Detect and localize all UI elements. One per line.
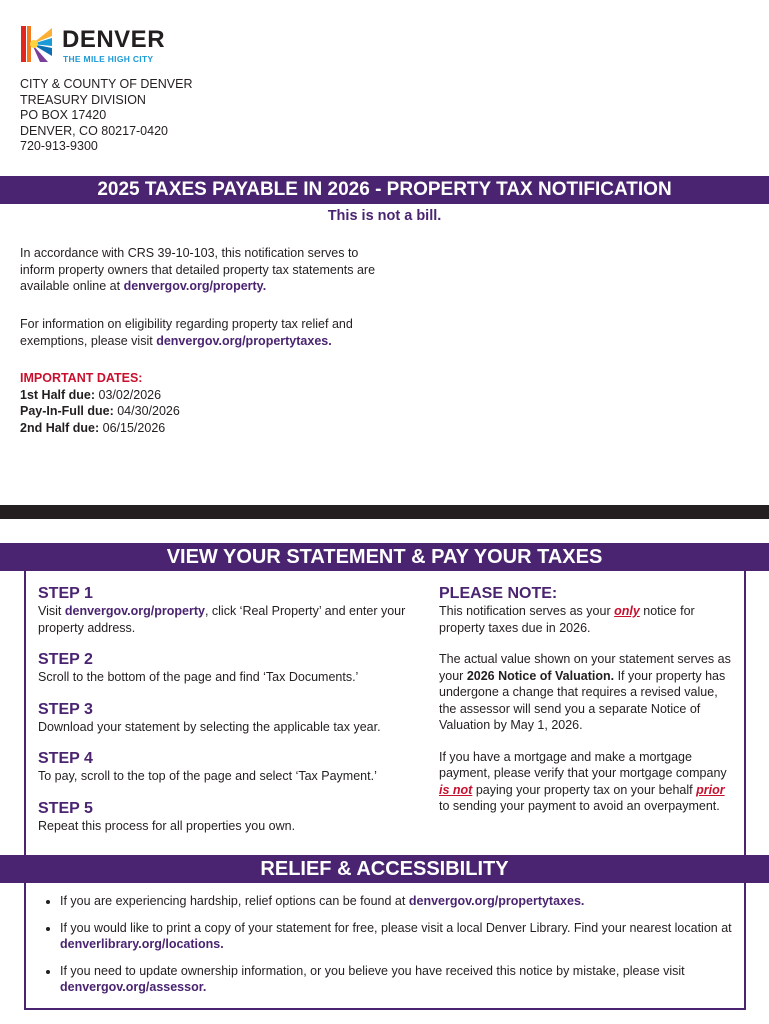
- prior-emphasis: prior: [696, 782, 725, 797]
- denver-sun-logo-icon: [20, 24, 54, 64]
- date-value: 06/15/2026: [102, 420, 166, 435]
- denver-logo: [20, 24, 180, 68]
- assessor-link[interactable]: denvergov.org/assessor.: [60, 980, 207, 994]
- date-label: 1st Half due:: [20, 387, 96, 402]
- only-emphasis: only: [614, 604, 640, 618]
- step-title: STEP 2: [38, 651, 93, 668]
- logo-tagline: THE MILE HIGH CITY: [63, 54, 154, 64]
- property-link[interactable]: denvergov.org/property.: [123, 279, 267, 293]
- relief-list: [38, 893, 750, 1006]
- intro-paragraph-1: [20, 245, 390, 295]
- step-4: [38, 749, 418, 785]
- address-line: PO BOX 17420: [20, 108, 107, 122]
- relief-item: • If you would like to print a copy of your statement for free, please visit a local Denver Library. Find your nearest location at denverlibrary.org/locations.: [60, 920, 750, 953]
- intro-text: In accordance with CRS 39-10-103, this notification serves to inform property owners that detailed property tax statements are available online at: [20, 246, 376, 293]
- step-1: [38, 584, 418, 636]
- date-label: Pay-In-Full due:: [20, 404, 114, 418]
- intro-paragraph-2: [20, 316, 390, 349]
- step-title: STEP 4: [38, 750, 93, 767]
- view-pay-title: VIEW YOUR STATEMENT & PAY YOUR TAXES: [166, 546, 603, 568]
- relief-title: RELIEF & ACCESSIBILITY: [260, 858, 509, 880]
- please-note-title: PLEASE NOTE:: [439, 585, 558, 602]
- date-value: 04/30/2026: [117, 404, 180, 418]
- fold-divider: [0, 505, 769, 519]
- propertytaxes-link[interactable]: denvergov.org/propertytaxes.: [408, 894, 585, 908]
- notice-of-valuation: 2026 Notice of Valuation.: [466, 668, 615, 683]
- not-a-bill-subtitle: This is not a bill.: [327, 208, 442, 224]
- note-paragraph-2: The actual value shown on your statement serves as your 2026 Notice of Valuation. If your property has undergone a change that requires a revised value, the assessor will send you a separate Notice of Valuation by May 1, 2026.: [439, 652, 731, 732]
- address-line: 720-913-9300: [20, 139, 98, 153]
- step-title: STEP 1: [38, 585, 93, 602]
- address-line: DENVER, CO 80217-0420: [20, 123, 168, 138]
- step-title: STEP 5: [38, 799, 93, 817]
- is-not-emphasis: is not: [439, 782, 473, 797]
- view-pay-header: [0, 543, 769, 571]
- date-value: 03/02/2026: [98, 387, 162, 402]
- propertytaxes-link[interactable]: denvergov.org/propertytaxes.: [156, 333, 332, 348]
- logo-word: DENVER: [62, 26, 166, 53]
- step-text: Visit denvergov.org/property, click ‘Real Property’ and enter your property address.: [38, 604, 406, 635]
- relief-header: [0, 855, 769, 883]
- relief-item: • If you need to update ownership information, or you believe you have received this notice by mistake, please visit denvergov.org/assessor.: [60, 963, 750, 996]
- step-2: [38, 650, 418, 686]
- steps-column: [38, 584, 418, 834]
- step-3: [38, 700, 418, 736]
- date-label: 2nd Half due:: [20, 420, 100, 435]
- step-5: [38, 799, 418, 835]
- notification-banner: [0, 176, 769, 204]
- property-link[interactable]: denvergov.org/property: [64, 604, 205, 618]
- address-line: CITY & COUNTY OF DENVER: [20, 77, 193, 91]
- date-row: [20, 420, 180, 437]
- date-row: [20, 387, 180, 404]
- important-dates: [20, 370, 180, 436]
- step-text: Repeat this process for all properties you own.: [38, 818, 296, 833]
- note-paragraph-3: If you have a mortgage and make a mortgage payment, please verify that your mortgage company is not paying your property tax on your behalf prior to sending your payment to avoid an overpayment.: [439, 749, 727, 813]
- note-paragraph-1: This notification serves as your only notice for property taxes due in 2026.: [439, 604, 695, 635]
- step-text: To pay, scroll to the top of the page and select ‘Tax Payment.’: [38, 769, 377, 783]
- banner-title: 2025 TAXES PAYABLE IN 2026 - PROPERTY TAX NOTIFICATION: [97, 179, 672, 200]
- intro-text: For information on eligibility regarding property tax relief and exemptions, please visit: [20, 317, 353, 348]
- date-row: [20, 403, 180, 420]
- library-locations-link[interactable]: denverlibrary.org/locations.: [60, 937, 224, 951]
- step-title: STEP 3: [38, 700, 93, 718]
- return-address: [20, 77, 192, 155]
- please-note-column: [439, 584, 731, 815]
- step-text: Download your statement by selecting the applicable tax year.: [38, 719, 381, 734]
- relief-item: • If you are experiencing hardship, relief options can be found at denvergov.org/propertytaxes.: [60, 893, 750, 910]
- dates-heading: IMPORTANT DATES:: [20, 371, 143, 385]
- step-text: Scroll to the bottom of the page and find ‘Tax Documents.’: [38, 670, 359, 684]
- address-line: TREASURY DIVISION: [20, 92, 146, 107]
